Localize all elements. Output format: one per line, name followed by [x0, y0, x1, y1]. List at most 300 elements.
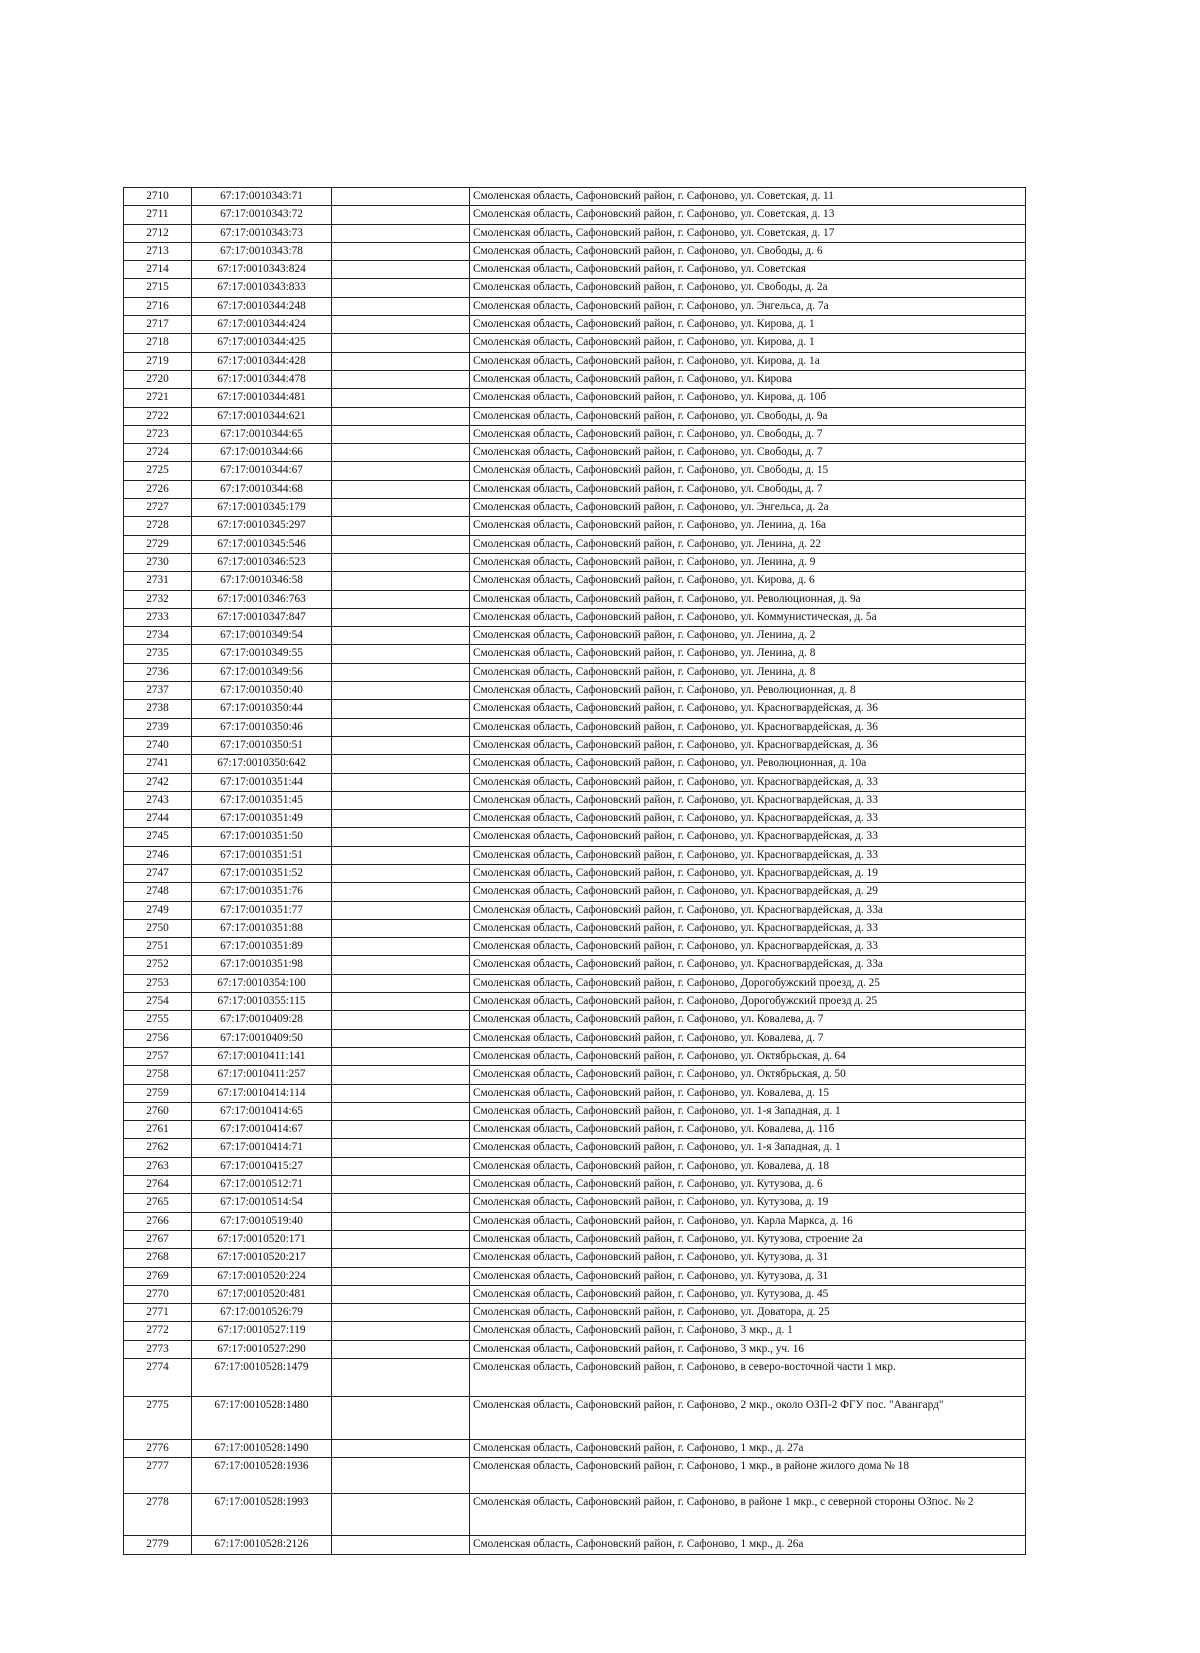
- address-cell: Смоленская область, Сафоновский район, г. Сафоново, ул. Свободы, д. 9а: [470, 407, 1026, 425]
- empty-cell: [332, 1029, 470, 1047]
- cadastral-number-cell: 67:17:0010519:40: [192, 1212, 332, 1230]
- empty-cell: [332, 938, 470, 956]
- address-cell: Смоленская область, Сафоновский район, г. Сафоново, 1 мкр., д. 27а: [470, 1440, 1026, 1458]
- address-cell: Смоленская область, Сафоновский район, г. Сафоново, ул. Красногвардейская, д. 33: [470, 846, 1026, 864]
- row-number-cell: 2756: [124, 1029, 192, 1047]
- empty-cell: [332, 1139, 470, 1157]
- row-number-cell: 2735: [124, 645, 192, 663]
- empty-cell: [332, 425, 470, 443]
- empty-cell: [332, 572, 470, 590]
- address-cell: Смоленская область, Сафоновский район, г. Сафоново, ул. 1-я Западная, д. 1: [470, 1102, 1026, 1120]
- table-row: [124, 1230, 1026, 1248]
- table-row: [124, 279, 1026, 297]
- address-cell: Смоленская область, Сафоновский район, г. Сафоново, ул. Кутузова, строение 2а: [470, 1230, 1026, 1248]
- table-row: [124, 663, 1026, 681]
- cadastral-number-cell: 67:17:0010347:847: [192, 608, 332, 626]
- row-number-cell: 2776: [124, 1440, 192, 1458]
- cadastral-number-cell: 67:17:0010520:224: [192, 1267, 332, 1285]
- address-cell: Смоленская область, Сафоновский район, г. Сафоново, ул. Ленина, д. 8: [470, 663, 1026, 681]
- cadastral-number-cell: 67:17:0010344:66: [192, 444, 332, 462]
- address-cell: Смоленская область, Сафоновский район, г. Сафоново, ул. Октябрьская, д. 50: [470, 1066, 1026, 1084]
- cadastral-number-cell: 67:17:0010351:77: [192, 901, 332, 919]
- cadastral-number-cell: 67:17:0010344:68: [192, 480, 332, 498]
- empty-cell: [332, 1440, 470, 1458]
- address-cell: Смоленская область, Сафоновский район, г. Сафоново, ул. Ленина, д. 8: [470, 645, 1026, 663]
- empty-cell: [332, 389, 470, 407]
- empty-cell: [332, 1536, 470, 1554]
- address-cell: Смоленская область, Сафоновский район, г. Сафоново, ул. Свободы, д. 7: [470, 425, 1026, 443]
- cadastral-number-cell: 67:17:0010349:55: [192, 645, 332, 663]
- address-cell: Смоленская область, Сафоновский район, г. Сафоново, ул. Свободы, д. 7: [470, 480, 1026, 498]
- row-number-cell: 2738: [124, 700, 192, 718]
- cadastral-number-cell: 67:17:0010351:76: [192, 883, 332, 901]
- row-number-cell: 2775: [124, 1397, 192, 1440]
- row-number-cell: 2714: [124, 261, 192, 279]
- empty-cell: [332, 1157, 470, 1175]
- row-number-cell: 2774: [124, 1359, 192, 1397]
- address-cell: Смоленская область, Сафоновский район, г. Сафоново, ул. Ковалева, д. 11б: [470, 1121, 1026, 1139]
- empty-cell: [332, 553, 470, 571]
- address-cell: Смоленская область, Сафоновский район, г. Сафоново, ул. Советская, д. 13: [470, 206, 1026, 224]
- cadastral-number-cell: 67:17:0010350:40: [192, 682, 332, 700]
- row-number-cell: 2750: [124, 919, 192, 937]
- cadastral-number-cell: 67:17:0010411:257: [192, 1066, 332, 1084]
- empty-cell: [332, 1011, 470, 1029]
- address-cell: Смоленская область, Сафоновский район, г. Сафоново, ул. Энгельса, д. 7а: [470, 297, 1026, 315]
- empty-cell: [332, 261, 470, 279]
- row-number-cell: 2713: [124, 242, 192, 260]
- table-row: [124, 1440, 1026, 1458]
- row-number-cell: 2724: [124, 444, 192, 462]
- row-number-cell: 2733: [124, 608, 192, 626]
- row-number-cell: 2765: [124, 1194, 192, 1212]
- empty-cell: [332, 1194, 470, 1212]
- address-cell: Смоленская область, Сафоновский район, г. Сафоново, 2 мкр., около ОЗП-2 ФГУ пос. "Авангард": [470, 1397, 1026, 1440]
- table-row: [124, 919, 1026, 937]
- empty-cell: [332, 1322, 470, 1340]
- row-number-cell: 2734: [124, 627, 192, 645]
- empty-cell: [332, 1249, 470, 1267]
- address-cell: Смоленская область, Сафоновский район, г. Сафоново, ул. Кутузова, д. 45: [470, 1285, 1026, 1303]
- address-cell: Смоленская область, Сафоновский район, г. Сафоново, ул. Ковалева, д. 7: [470, 1011, 1026, 1029]
- cadastral-number-cell: 67:17:0010343:71: [192, 188, 332, 206]
- address-cell: Смоленская область, Сафоновский район, г. Сафоново, ул. Доватора, д. 25: [470, 1304, 1026, 1322]
- row-number-cell: 2736: [124, 663, 192, 681]
- address-cell: Смоленская область, Сафоновский район, г. Сафоново, 1 мкр., в районе жилого дома № 18: [470, 1458, 1026, 1494]
- table-row: [124, 499, 1026, 517]
- row-number-cell: 2754: [124, 993, 192, 1011]
- cadastral-number-cell: 67:17:0010414:65: [192, 1102, 332, 1120]
- cadastral-number-cell: 67:17:0010520:217: [192, 1249, 332, 1267]
- row-number-cell: 2779: [124, 1536, 192, 1554]
- address-cell: Смоленская область, Сафоновский район, г. Сафоново, ул. Революционная, д. 8: [470, 682, 1026, 700]
- empty-cell: [332, 499, 470, 517]
- address-cell: Смоленская область, Сафоновский район, г. Сафоново, ул. Красногвардейская, д. 33: [470, 938, 1026, 956]
- cadastral-number-cell: 67:17:0010346:523: [192, 553, 332, 571]
- table-row: [124, 1084, 1026, 1102]
- table-row: [124, 316, 1026, 334]
- table-row: [124, 1047, 1026, 1065]
- row-number-cell: 2721: [124, 389, 192, 407]
- address-cell: Смоленская область, Сафоновский район, г. Сафоново, ул. Красногвардейская, д. 33: [470, 810, 1026, 828]
- table-row: [124, 224, 1026, 242]
- address-cell: Смоленская область, Сафоновский район, г. Сафоново, ул. Революционная, д. 9а: [470, 590, 1026, 608]
- address-cell: Смоленская область, Сафоновский район, г. Сафоново, ул. Ленина, д. 9: [470, 553, 1026, 571]
- empty-cell: [332, 316, 470, 334]
- table-row: [124, 1536, 1026, 1554]
- row-number-cell: 2717: [124, 316, 192, 334]
- address-cell: Смоленская область, Сафоновский район, г. Сафоново, ул. Ковалева, д. 7: [470, 1029, 1026, 1047]
- table-row: [124, 1011, 1026, 1029]
- row-number-cell: 2730: [124, 553, 192, 571]
- address-cell: Смоленская область, Сафоновский район, г. Сафоново, ул. Свободы, д. 2а: [470, 279, 1026, 297]
- row-number-cell: 2761: [124, 1121, 192, 1139]
- empty-cell: [332, 407, 470, 425]
- cadastral-number-cell: 67:17:0010350:642: [192, 755, 332, 773]
- table-row: [124, 1139, 1026, 1157]
- empty-cell: [332, 206, 470, 224]
- row-number-cell: 2755: [124, 1011, 192, 1029]
- registry-table: [123, 187, 1026, 1555]
- address-cell: Смоленская область, Сафоновский район, г. Сафоново, ул. Кирова, д. 1: [470, 334, 1026, 352]
- table-row: [124, 791, 1026, 809]
- row-number-cell: 2759: [124, 1084, 192, 1102]
- table-row: [124, 590, 1026, 608]
- cadastral-number-cell: 67:17:0010343:72: [192, 206, 332, 224]
- address-cell: Смоленская область, Сафоновский район, г. Сафоново, ул. Красногвардейская, д. 19: [470, 864, 1026, 882]
- cadastral-number-cell: 67:17:0010528:1936: [192, 1458, 332, 1494]
- table-row: [124, 956, 1026, 974]
- table-row: [124, 352, 1026, 370]
- cadastral-number-cell: 67:17:0010351:52: [192, 864, 332, 882]
- empty-cell: [332, 242, 470, 260]
- table-row: [124, 1066, 1026, 1084]
- empty-cell: [332, 883, 470, 901]
- row-number-cell: 2771: [124, 1304, 192, 1322]
- address-cell: Смоленская область, Сафоновский район, г. Сафоново, 1 мкр., д. 26а: [470, 1536, 1026, 1554]
- cadastral-number-cell: 67:17:0010354:100: [192, 974, 332, 992]
- address-cell: Смоленская область, Сафоновский район, г. Сафоново, ул. 1-я Западная, д. 1: [470, 1139, 1026, 1157]
- table-row: [124, 1194, 1026, 1212]
- row-number-cell: 2768: [124, 1249, 192, 1267]
- row-number-cell: 2725: [124, 462, 192, 480]
- empty-cell: [332, 901, 470, 919]
- table-row: [124, 700, 1026, 718]
- row-number-cell: 2746: [124, 846, 192, 864]
- table-row: [124, 1304, 1026, 1322]
- address-cell: Смоленская область, Сафоновский район, г. Сафоново, ул. Кутузова, д. 31: [470, 1249, 1026, 1267]
- empty-cell: [332, 297, 470, 315]
- address-cell: Смоленская область, Сафоновский район, г. Сафоново, Дорогобужский проезд д. 25: [470, 993, 1026, 1011]
- empty-cell: [332, 773, 470, 791]
- empty-cell: [332, 736, 470, 754]
- address-cell: Смоленская область, Сафоновский район, г. Сафоново, ул. Карла Маркса, д. 16: [470, 1212, 1026, 1230]
- row-number-cell: 2740: [124, 736, 192, 754]
- table-row: [124, 1176, 1026, 1194]
- empty-cell: [332, 517, 470, 535]
- address-cell: Смоленская область, Сафоновский район, г. Сафоново, ул. Свободы, д. 6: [470, 242, 1026, 260]
- cadastral-number-cell: 67:17:0010527:119: [192, 1322, 332, 1340]
- row-number-cell: 2747: [124, 864, 192, 882]
- empty-cell: [332, 334, 470, 352]
- address-cell: Смоленская область, Сафоновский район, г. Сафоново, 3 мкр., д. 1: [470, 1322, 1026, 1340]
- address-cell: Смоленская область, Сафоновский район, г. Сафоново, ул. Октябрьская, д. 64: [470, 1047, 1026, 1065]
- table-row: [124, 682, 1026, 700]
- table-row: [124, 553, 1026, 571]
- row-number-cell: 2760: [124, 1102, 192, 1120]
- cadastral-number-cell: 67:17:0010512:71: [192, 1176, 332, 1194]
- row-number-cell: 2712: [124, 224, 192, 242]
- cadastral-number-cell: 67:17:0010343:824: [192, 261, 332, 279]
- cadastral-number-cell: 67:17:0010344:621: [192, 407, 332, 425]
- cadastral-number-cell: 67:17:0010349:54: [192, 627, 332, 645]
- empty-cell: [332, 352, 470, 370]
- cadastral-number-cell: 67:17:0010344:481: [192, 389, 332, 407]
- table-row: [124, 425, 1026, 443]
- cadastral-number-cell: 67:17:0010528:1490: [192, 1440, 332, 1458]
- cadastral-number-cell: 67:17:0010414:67: [192, 1121, 332, 1139]
- row-number-cell: 2742: [124, 773, 192, 791]
- row-number-cell: 2749: [124, 901, 192, 919]
- cadastral-number-cell: 67:17:0010411:141: [192, 1047, 332, 1065]
- row-number-cell: 2777: [124, 1458, 192, 1494]
- table-row: [124, 1397, 1026, 1440]
- address-cell: Смоленская область, Сафоновский район, г. Сафоново, ул. Красногвардейская, д. 29: [470, 883, 1026, 901]
- address-cell: Смоленская область, Сафоновский район, г. Сафоново, ул. Красногвардейская, д. 36: [470, 700, 1026, 718]
- cadastral-number-cell: 67:17:0010528:1479: [192, 1359, 332, 1397]
- table-row: [124, 1121, 1026, 1139]
- cadastral-number-cell: 67:17:0010350:51: [192, 736, 332, 754]
- cadastral-number-cell: 67:17:0010351:50: [192, 828, 332, 846]
- cadastral-number-cell: 67:17:0010520:171: [192, 1230, 332, 1248]
- table-row: [124, 535, 1026, 553]
- cadastral-number-cell: 67:17:0010351:98: [192, 956, 332, 974]
- cadastral-number-cell: 67:17:0010343:833: [192, 279, 332, 297]
- cadastral-number-cell: 67:17:0010351:89: [192, 938, 332, 956]
- row-number-cell: 2729: [124, 535, 192, 553]
- empty-cell: [332, 224, 470, 242]
- table-row: [124, 206, 1026, 224]
- table-row: [124, 864, 1026, 882]
- address-cell: Смоленская область, Сафоновский район, г. Сафоново, ул. Революционная, д. 10а: [470, 755, 1026, 773]
- empty-cell: [332, 956, 470, 974]
- empty-cell: [332, 791, 470, 809]
- table-row: [124, 1102, 1026, 1120]
- table-row: [124, 736, 1026, 754]
- table-row: [124, 608, 1026, 626]
- empty-cell: [332, 1267, 470, 1285]
- table-row: [124, 334, 1026, 352]
- empty-cell: [332, 993, 470, 1011]
- address-cell: Смоленская область, Сафоновский район, г. Сафоново, ул. Ленина, д. 2: [470, 627, 1026, 645]
- row-number-cell: 2772: [124, 1322, 192, 1340]
- row-number-cell: 2710: [124, 188, 192, 206]
- address-cell: Смоленская область, Сафоновский район, г. Сафоново, ул. Красногвардейская, д. 33: [470, 919, 1026, 937]
- address-cell: Смоленская область, Сафоновский район, г. Сафоново, ул. Свободы, д. 7: [470, 444, 1026, 462]
- table-row: [124, 883, 1026, 901]
- table-row: [124, 1029, 1026, 1047]
- cadastral-number-cell: 67:17:0010344:428: [192, 352, 332, 370]
- table-row: [124, 627, 1026, 645]
- cadastral-number-cell: 67:17:0010344:65: [192, 425, 332, 443]
- cadastral-number-cell: 67:17:0010527:290: [192, 1340, 332, 1358]
- table-row: [124, 297, 1026, 315]
- row-number-cell: 2778: [124, 1494, 192, 1536]
- address-cell: Смоленская область, Сафоновский район, г. Сафоново, ул. Кутузова, д. 6: [470, 1176, 1026, 1194]
- address-cell: Смоленская область, Сафоновский район, г. Сафоново, ул. Кирова, д. 1а: [470, 352, 1026, 370]
- empty-cell: [332, 1176, 470, 1194]
- row-number-cell: 2732: [124, 590, 192, 608]
- address-cell: Смоленская область, Сафоновский район, г. Сафоново, ул. Красногвардейская, д. 33а: [470, 901, 1026, 919]
- table-row: [124, 517, 1026, 535]
- cadastral-number-cell: 67:17:0010349:56: [192, 663, 332, 681]
- address-cell: Смоленская область, Сафоновский район, г. Сафоново, в северо-восточной части 1 мкр.: [470, 1359, 1026, 1397]
- row-number-cell: 2767: [124, 1230, 192, 1248]
- cadastral-number-cell: 67:17:0010409:50: [192, 1029, 332, 1047]
- table-row: [124, 755, 1026, 773]
- cadastral-number-cell: 67:17:0010351:51: [192, 846, 332, 864]
- table-row: [124, 370, 1026, 388]
- empty-cell: [332, 1102, 470, 1120]
- empty-cell: [332, 1458, 470, 1494]
- table-row: [124, 444, 1026, 462]
- table-row: [124, 242, 1026, 260]
- address-cell: Смоленская область, Сафоновский район, г. Сафоново, ул. Ковалева, д. 15: [470, 1084, 1026, 1102]
- cadastral-number-cell: 67:17:0010351:45: [192, 791, 332, 809]
- row-number-cell: 2716: [124, 297, 192, 315]
- cadastral-number-cell: 67:17:0010414:114: [192, 1084, 332, 1102]
- empty-cell: [332, 1494, 470, 1536]
- row-number-cell: 2758: [124, 1066, 192, 1084]
- row-number-cell: 2743: [124, 791, 192, 809]
- empty-cell: [332, 1230, 470, 1248]
- empty-cell: [332, 535, 470, 553]
- address-cell: Смоленская область, Сафоновский район, г. Сафоново, ул. Красногвардейская, д. 36: [470, 736, 1026, 754]
- cadastral-number-cell: 67:17:0010528:2126: [192, 1536, 332, 1554]
- address-cell: Смоленская область, Сафоновский район, г. Сафоново, ул. Красногвардейская, д. 36: [470, 718, 1026, 736]
- cadastral-number-cell: 67:17:0010528:1993: [192, 1494, 332, 1536]
- empty-cell: [332, 1084, 470, 1102]
- table-row: [124, 407, 1026, 425]
- row-number-cell: 2748: [124, 883, 192, 901]
- row-number-cell: 2752: [124, 956, 192, 974]
- row-number-cell: 2711: [124, 206, 192, 224]
- table-row: [124, 389, 1026, 407]
- row-number-cell: 2727: [124, 499, 192, 517]
- row-number-cell: 2757: [124, 1047, 192, 1065]
- table-row: [124, 993, 1026, 1011]
- empty-cell: [332, 645, 470, 663]
- row-number-cell: 2722: [124, 407, 192, 425]
- table-row: [124, 1340, 1026, 1358]
- table-row: [124, 810, 1026, 828]
- address-cell: Смоленская область, Сафоновский район, г. Сафоново, ул. Энгельса, д. 2а: [470, 499, 1026, 517]
- address-cell: Смоленская область, Сафоновский район, г. Сафоново, ул. Кирова, д. 1: [470, 316, 1026, 334]
- table-row: [124, 480, 1026, 498]
- empty-cell: [332, 608, 470, 626]
- row-number-cell: 2720: [124, 370, 192, 388]
- row-number-cell: 2715: [124, 279, 192, 297]
- empty-cell: [332, 682, 470, 700]
- table-row: [124, 462, 1026, 480]
- cadastral-number-cell: 67:17:0010351:88: [192, 919, 332, 937]
- row-number-cell: 2731: [124, 572, 192, 590]
- empty-cell: [332, 974, 470, 992]
- empty-cell: [332, 462, 470, 480]
- table-row: [124, 938, 1026, 956]
- cadastral-number-cell: 67:17:0010351:49: [192, 810, 332, 828]
- cadastral-number-cell: 67:17:0010350:46: [192, 718, 332, 736]
- empty-cell: [332, 1397, 470, 1440]
- empty-cell: [332, 700, 470, 718]
- empty-cell: [332, 480, 470, 498]
- address-cell: Смоленская область, Сафоновский район, г. Сафоново, ул. Красногвардейская, д. 33: [470, 791, 1026, 809]
- row-number-cell: 2773: [124, 1340, 192, 1358]
- cadastral-number-cell: 67:17:0010343:73: [192, 224, 332, 242]
- cadastral-number-cell: 67:17:0010344:425: [192, 334, 332, 352]
- address-cell: Смоленская область, Сафоновский район, г. Сафоново, ул. Кутузова, д. 31: [470, 1267, 1026, 1285]
- cadastral-number-cell: 67:17:0010344:478: [192, 370, 332, 388]
- table-row: [124, 1359, 1026, 1397]
- table-row: [124, 974, 1026, 992]
- empty-cell: [332, 810, 470, 828]
- empty-cell: [332, 846, 470, 864]
- empty-cell: [332, 590, 470, 608]
- empty-cell: [332, 1359, 470, 1397]
- address-cell: Смоленская область, Сафоновский район, г. Сафоново, в районе 1 мкр., с северной стороны ОЗпос. № 2: [470, 1494, 1026, 1536]
- cadastral-number-cell: 67:17:0010345:297: [192, 517, 332, 535]
- empty-cell: [332, 718, 470, 736]
- table-row: [124, 718, 1026, 736]
- address-cell: Смоленская область, Сафоновский район, г. Сафоново, ул. Красногвардейская, д. 33: [470, 828, 1026, 846]
- empty-cell: [332, 370, 470, 388]
- row-number-cell: 2719: [124, 352, 192, 370]
- cadastral-number-cell: 67:17:0010351:44: [192, 773, 332, 791]
- address-cell: Смоленская область, Сафоновский район, г. Сафоново, ул. Ковалева, д. 18: [470, 1157, 1026, 1175]
- row-number-cell: 2764: [124, 1176, 192, 1194]
- cadastral-number-cell: 67:17:0010528:1480: [192, 1397, 332, 1440]
- row-number-cell: 2737: [124, 682, 192, 700]
- table-row: [124, 572, 1026, 590]
- cadastral-number-cell: 67:17:0010346:58: [192, 572, 332, 590]
- cadastral-number-cell: 67:17:0010350:44: [192, 700, 332, 718]
- address-cell: Смоленская область, Сафоновский район, г. Сафоново, ул. Ленина, д. 16а: [470, 517, 1026, 535]
- row-number-cell: 2718: [124, 334, 192, 352]
- address-cell: Смоленская область, Сафоновский район, г. Сафоново, ул. Кутузова, д. 19: [470, 1194, 1026, 1212]
- table-row: [124, 1249, 1026, 1267]
- row-number-cell: 2766: [124, 1212, 192, 1230]
- cadastral-number-cell: 67:17:0010343:78: [192, 242, 332, 260]
- row-number-cell: 2726: [124, 480, 192, 498]
- row-number-cell: 2751: [124, 938, 192, 956]
- address-cell: Смоленская область, Сафоновский район, г. Сафоново, ул. Красногвардейская, д. 33: [470, 773, 1026, 791]
- empty-cell: [332, 663, 470, 681]
- row-number-cell: 2728: [124, 517, 192, 535]
- cadastral-number-cell: 67:17:0010344:424: [192, 316, 332, 334]
- address-cell: Смоленская область, Сафоновский район, г. Сафоново, ул. Свободы, д. 15: [470, 462, 1026, 480]
- address-cell: Смоленская область, Сафоновский район, г. Сафоново, ул. Советская, д. 11: [470, 188, 1026, 206]
- empty-cell: [332, 1340, 470, 1358]
- table-row: [124, 1458, 1026, 1494]
- cadastral-number-cell: 67:17:0010409:28: [192, 1011, 332, 1029]
- address-cell: Смоленская область, Сафоновский район, г. Сафоново, ул. Коммунистическая, д. 5а: [470, 608, 1026, 626]
- registry-table-body: [124, 188, 1026, 1555]
- cadastral-number-cell: 67:17:0010514:54: [192, 1194, 332, 1212]
- cadastral-number-cell: 67:17:0010414:71: [192, 1139, 332, 1157]
- address-cell: Смоленская область, Сафоновский район, г. Сафоново, ул. Советская: [470, 261, 1026, 279]
- empty-cell: [332, 755, 470, 773]
- row-number-cell: 2744: [124, 810, 192, 828]
